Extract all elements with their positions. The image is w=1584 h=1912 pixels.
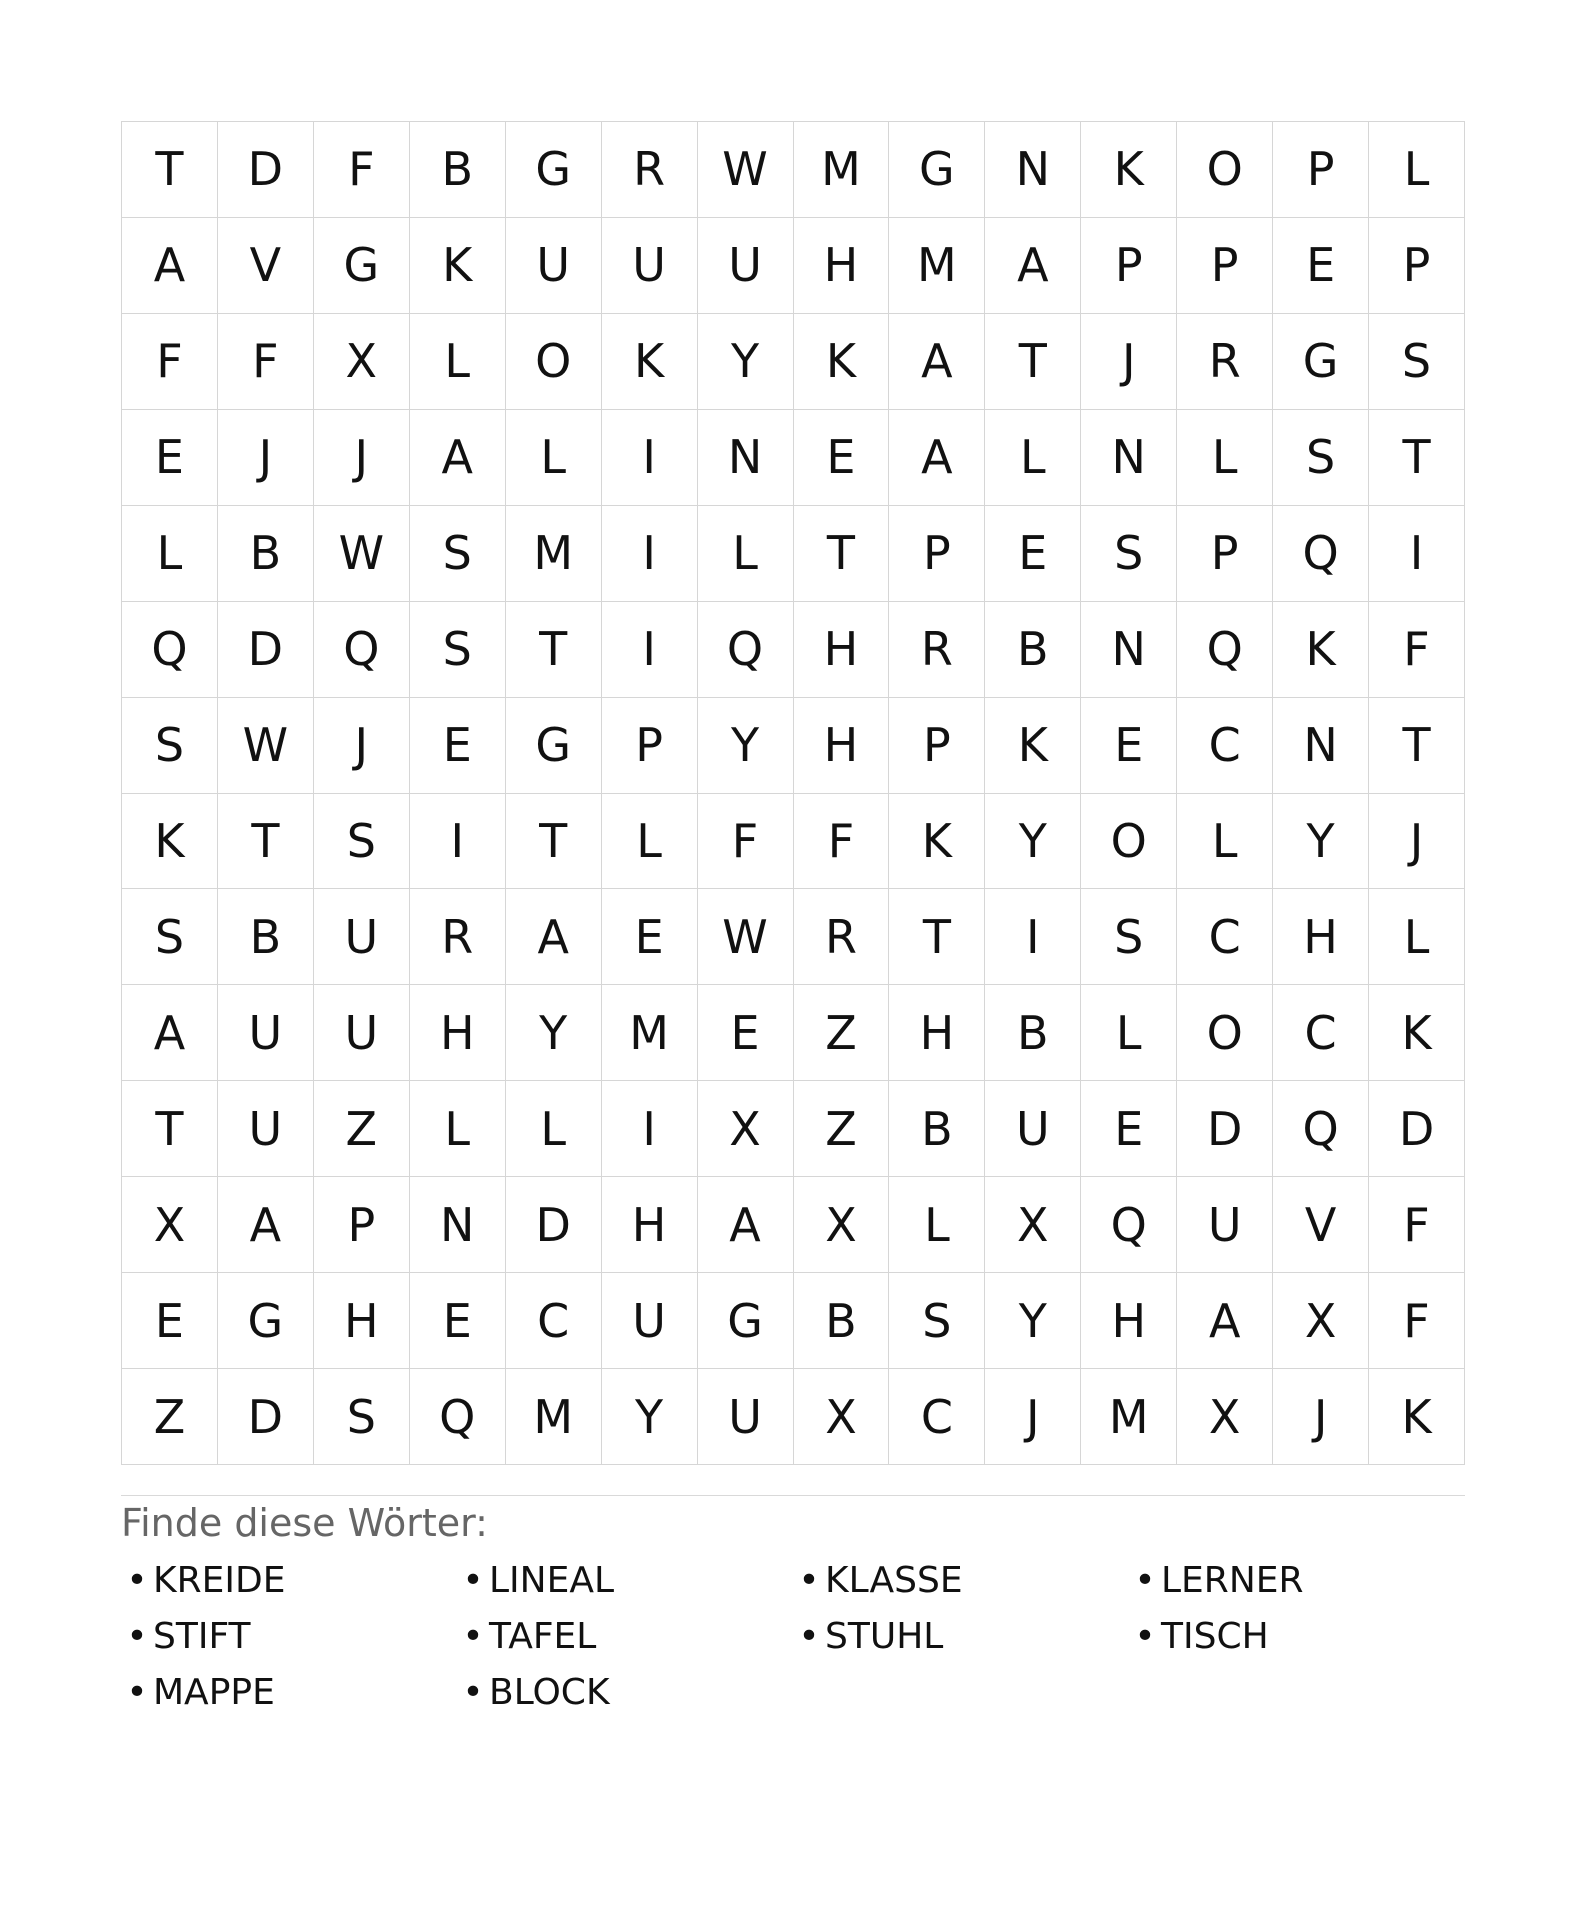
grid-cell[interactable]: P	[1177, 506, 1273, 602]
word-list-item	[121, 1670, 457, 1726]
grid-cell[interactable]: T	[506, 794, 602, 890]
word-list-heading: Finde diese Wörter:	[121, 1501, 488, 1545]
grid-cell[interactable]: L	[1369, 889, 1465, 985]
grid-cell[interactable]: A	[889, 314, 985, 410]
grid-cell[interactable]: U	[218, 985, 314, 1081]
grid-cell[interactable]: Z	[122, 1369, 218, 1465]
grid-cell[interactable]: K	[1273, 602, 1369, 698]
grid-cell[interactable]: N	[985, 122, 1081, 218]
grid-cell[interactable]: U	[506, 218, 602, 314]
grid-cell[interactable]: D	[1177, 1081, 1273, 1177]
grid-cell[interactable]: C	[506, 1273, 602, 1369]
grid-cell[interactable]: M	[506, 1369, 602, 1465]
divider	[121, 1495, 1465, 1496]
grid-cell[interactable]: P	[314, 1177, 410, 1273]
grid-cell[interactable]: J	[314, 698, 410, 794]
grid-cell[interactable]: Q	[698, 602, 794, 698]
word-label: LERNER	[1161, 1560, 1304, 1601]
word-search-grid	[121, 121, 1465, 1465]
grid-cell[interactable]: K	[794, 314, 890, 410]
grid-cell[interactable]: P	[1177, 218, 1273, 314]
grid-cell[interactable]: S	[410, 602, 506, 698]
word-list-item	[457, 1558, 793, 1614]
grid-cell[interactable]: N	[1081, 602, 1177, 698]
word-list-item	[121, 1558, 457, 1614]
grid-cell[interactable]: K	[1369, 1369, 1465, 1465]
grid-cell[interactable]: J	[1369, 794, 1465, 890]
grid-cell[interactable]: J	[1273, 1369, 1369, 1465]
grid-cell[interactable]: K	[1369, 985, 1465, 1081]
grid-cell[interactable]: S	[889, 1273, 985, 1369]
grid-cell[interactable]: L	[698, 506, 794, 602]
grid-cell[interactable]: B	[889, 1081, 985, 1177]
bullet-icon: •	[462, 1672, 484, 1713]
grid-cell[interactable]: I	[602, 602, 698, 698]
word-label: STIFT	[153, 1616, 251, 1657]
grid-cell[interactable]: U	[602, 218, 698, 314]
grid-cell[interactable]: G	[218, 1273, 314, 1369]
grid-cell[interactable]: U	[698, 218, 794, 314]
bullet-icon: •	[798, 1616, 820, 1657]
grid-cell[interactable]: E	[410, 1273, 506, 1369]
grid-cell[interactable]: I	[602, 506, 698, 602]
grid-cell[interactable]: N	[698, 410, 794, 506]
grid-cell[interactable]: Z	[314, 1081, 410, 1177]
word-list-item	[1129, 1614, 1465, 1670]
word-label: LINEAL	[489, 1560, 615, 1601]
grid-cell[interactable]: F	[122, 314, 218, 410]
grid-cell[interactable]: C	[1273, 985, 1369, 1081]
grid-cell[interactable]: Z	[794, 985, 890, 1081]
grid-cell[interactable]: L	[1177, 794, 1273, 890]
grid-cell[interactable]: I	[410, 794, 506, 890]
grid-cell[interactable]: R	[602, 122, 698, 218]
grid-cell[interactable]: P	[602, 698, 698, 794]
grid-cell[interactable]: Y	[1273, 794, 1369, 890]
grid-cell[interactable]: C	[1177, 698, 1273, 794]
grid-cell[interactable]: F	[1369, 1273, 1465, 1369]
grid-cell[interactable]: L	[1369, 122, 1465, 218]
grid-cell[interactable]: D	[218, 122, 314, 218]
grid-cell[interactable]: Q	[314, 602, 410, 698]
grid-cell[interactable]: D	[506, 1177, 602, 1273]
grid-cell[interactable]: E	[698, 985, 794, 1081]
word-label: STUHL	[825, 1616, 944, 1657]
grid-cell[interactable]: X	[794, 1369, 890, 1465]
grid-cell[interactable]: G	[1273, 314, 1369, 410]
grid-cell[interactable]: S	[1369, 314, 1465, 410]
grid-cell[interactable]: U	[1177, 1177, 1273, 1273]
grid-cell[interactable]: H	[602, 1177, 698, 1273]
grid-cell[interactable]: M	[602, 985, 698, 1081]
grid-cell[interactable]: T	[985, 314, 1081, 410]
grid-cell[interactable]: E	[794, 410, 890, 506]
grid-cell[interactable]: R	[889, 602, 985, 698]
grid-cell[interactable]: I	[602, 410, 698, 506]
bullet-icon: •	[1134, 1560, 1156, 1601]
word-list-item	[121, 1614, 457, 1670]
grid-cell[interactable]: I	[985, 889, 1081, 985]
bullet-icon: •	[126, 1672, 148, 1713]
grid-cell[interactable]: Q	[1273, 506, 1369, 602]
grid-cell[interactable]: Y	[985, 794, 1081, 890]
grid-cell[interactable]: O	[506, 314, 602, 410]
word-label: TISCH	[1161, 1616, 1269, 1657]
grid-cell[interactable]: E	[122, 1273, 218, 1369]
grid-cell[interactable]: A	[218, 1177, 314, 1273]
grid-cell[interactable]: A	[506, 889, 602, 985]
grid-cell[interactable]: V	[1273, 1177, 1369, 1273]
grid-cell[interactable]: F	[218, 314, 314, 410]
bullet-icon: •	[462, 1616, 484, 1657]
grid-cell[interactable]: R	[410, 889, 506, 985]
word-label: MAPPE	[153, 1672, 275, 1713]
grid-cell[interactable]: V	[218, 218, 314, 314]
grid-cell[interactable]: T	[218, 794, 314, 890]
grid-cell[interactable]: F	[1369, 1177, 1465, 1273]
grid-cell[interactable]: R	[794, 889, 890, 985]
grid-cell[interactable]: S	[1081, 506, 1177, 602]
grid-cell[interactable]: G	[506, 122, 602, 218]
grid-cell[interactable]: E	[1081, 1081, 1177, 1177]
grid-cell[interactable]: F	[1369, 602, 1465, 698]
grid-cell[interactable]: P	[889, 506, 985, 602]
grid-cell[interactable]: R	[1177, 314, 1273, 410]
grid-cell[interactable]: J	[985, 1369, 1081, 1465]
grid-cell[interactable]: S	[122, 889, 218, 985]
grid-cell[interactable]: N	[1081, 410, 1177, 506]
grid-cell[interactable]: X	[1273, 1273, 1369, 1369]
word-label: KLASSE	[825, 1560, 963, 1601]
grid-cell[interactable]: G	[506, 698, 602, 794]
grid-cell[interactable]: Q	[1177, 602, 1273, 698]
grid-cell[interactable]: Y	[698, 314, 794, 410]
grid-cell[interactable]: A	[122, 218, 218, 314]
grid-cell[interactable]: K	[985, 698, 1081, 794]
word-list	[121, 1558, 1465, 1726]
grid-cell[interactable]: N	[1273, 698, 1369, 794]
grid-cell[interactable]: U	[218, 1081, 314, 1177]
grid-cell[interactable]: Y	[698, 698, 794, 794]
bullet-icon: •	[462, 1560, 484, 1601]
grid-cell[interactable]: Y	[602, 1369, 698, 1465]
grid-cell[interactable]: S	[1081, 889, 1177, 985]
grid-cell[interactable]: K	[602, 314, 698, 410]
grid-cell[interactable]: D	[1369, 1081, 1465, 1177]
grid-cell[interactable]: A	[122, 985, 218, 1081]
word-list-item	[457, 1670, 793, 1726]
grid-cell[interactable]: L	[889, 1177, 985, 1273]
grid-cell[interactable]: H	[794, 602, 890, 698]
grid-cell[interactable]: T	[1369, 410, 1465, 506]
grid-cell[interactable]: E	[1081, 698, 1177, 794]
grid-cell[interactable]: T	[506, 602, 602, 698]
grid-cell[interactable]: E	[985, 506, 1081, 602]
grid-cell[interactable]: Q	[122, 602, 218, 698]
grid-cell[interactable]: T	[794, 506, 890, 602]
grid-cell[interactable]: K	[410, 218, 506, 314]
grid-cell[interactable]: X	[122, 1177, 218, 1273]
word-label: BLOCK	[489, 1672, 610, 1713]
grid-cell[interactable]: A	[410, 410, 506, 506]
bullet-icon: •	[1134, 1616, 1156, 1657]
grid-cell[interactable]: L	[122, 506, 218, 602]
grid-cell[interactable]: G	[889, 122, 985, 218]
bullet-icon: •	[126, 1616, 148, 1657]
grid-cell[interactable]: U	[985, 1081, 1081, 1177]
grid-cell[interactable]: K	[122, 794, 218, 890]
grid-cell[interactable]: J	[1081, 314, 1177, 410]
grid-cell[interactable]: U	[314, 889, 410, 985]
grid-cell[interactable]: I	[1369, 506, 1465, 602]
grid-cell[interactable]: B	[218, 889, 314, 985]
word-list-item	[793, 1614, 1129, 1670]
grid-cell[interactable]: S	[314, 794, 410, 890]
grid-cell[interactable]: F	[698, 794, 794, 890]
grid-cell[interactable]: L	[985, 410, 1081, 506]
grid-cell[interactable]: U	[698, 1369, 794, 1465]
word-label: KREIDE	[153, 1560, 286, 1601]
grid-cell[interactable]: M	[506, 506, 602, 602]
grid-cell[interactable]: H	[1273, 889, 1369, 985]
grid-cell[interactable]: Y	[506, 985, 602, 1081]
grid-cell[interactable]: L	[1081, 985, 1177, 1081]
grid-cell[interactable]: X	[698, 1081, 794, 1177]
grid-cell[interactable]: O	[1177, 122, 1273, 218]
grid-cell[interactable]: M	[889, 218, 985, 314]
grid-cell[interactable]: D	[218, 1369, 314, 1465]
word-list-item	[1129, 1558, 1465, 1614]
grid-cell[interactable]: H	[314, 1273, 410, 1369]
grid-cell[interactable]: L	[1177, 410, 1273, 506]
word-list-item	[457, 1614, 793, 1670]
grid-cell[interactable]: B	[985, 602, 1081, 698]
grid-cell[interactable]: I	[602, 1081, 698, 1177]
grid-cell[interactable]: W	[698, 889, 794, 985]
grid-cell[interactable]: X	[1177, 1369, 1273, 1465]
grid-cell[interactable]: Y	[985, 1273, 1081, 1369]
grid-cell[interactable]: J	[218, 410, 314, 506]
grid-cell[interactable]: C	[1177, 889, 1273, 985]
grid-cell[interactable]: W	[314, 506, 410, 602]
grid-cell[interactable]: H	[1081, 1273, 1177, 1369]
grid-cell[interactable]: H	[889, 985, 985, 1081]
grid-cell[interactable]: K	[889, 794, 985, 890]
grid-cell[interactable]: E	[410, 698, 506, 794]
grid-cell[interactable]: M	[1081, 1369, 1177, 1465]
grid-cell[interactable]: X	[985, 1177, 1081, 1273]
grid-cell[interactable]: O	[1177, 985, 1273, 1081]
grid-cell[interactable]: Q	[1273, 1081, 1369, 1177]
grid-cell[interactable]: P	[1369, 218, 1465, 314]
grid-cell[interactable]: L	[506, 410, 602, 506]
grid-cell[interactable]: P	[889, 698, 985, 794]
grid-cell[interactable]: B	[794, 1273, 890, 1369]
grid-cell[interactable]: A	[1177, 1273, 1273, 1369]
grid-cell[interactable]: Z	[794, 1081, 890, 1177]
grid-cell[interactable]: C	[889, 1369, 985, 1465]
word-label: TAFEL	[489, 1616, 597, 1657]
grid-cell[interactable]: B	[218, 506, 314, 602]
grid-cell[interactable]: S	[410, 506, 506, 602]
grid-cell[interactable]: W	[698, 122, 794, 218]
grid-cell[interactable]: E	[122, 410, 218, 506]
grid-cell[interactable]: T	[122, 122, 218, 218]
grid-cell[interactable]: T	[1369, 698, 1465, 794]
grid-cell[interactable]: X	[794, 1177, 890, 1273]
grid-cell[interactable]: S	[314, 1369, 410, 1465]
grid-cell[interactable]: L	[602, 794, 698, 890]
grid-cell[interactable]: F	[794, 794, 890, 890]
grid-cell[interactable]: M	[794, 122, 890, 218]
grid-cell[interactable]: L	[410, 1081, 506, 1177]
grid-cell[interactable]: B	[985, 985, 1081, 1081]
grid-cell[interactable]: W	[218, 698, 314, 794]
grid-cell[interactable]: S	[1273, 410, 1369, 506]
word-list-item	[793, 1558, 1129, 1614]
grid-cell[interactable]: L	[506, 1081, 602, 1177]
grid-cell[interactable]: B	[410, 122, 506, 218]
grid-cell[interactable]: G	[698, 1273, 794, 1369]
grid-cell[interactable]: P	[1081, 218, 1177, 314]
grid-cell[interactable]: U	[602, 1273, 698, 1369]
grid-cell[interactable]: A	[698, 1177, 794, 1273]
grid-cell[interactable]: A	[889, 410, 985, 506]
grid-cell[interactable]: E	[1273, 218, 1369, 314]
bullet-icon: •	[798, 1560, 820, 1601]
grid-cell[interactable]: Q	[1081, 1177, 1177, 1273]
bullet-icon: •	[126, 1560, 148, 1601]
grid-cell[interactable]: E	[602, 889, 698, 985]
grid-cell[interactable]: N	[410, 1177, 506, 1273]
grid-cell[interactable]: G	[314, 218, 410, 314]
grid-cell[interactable]: D	[218, 602, 314, 698]
grid-cell[interactable]: A	[985, 218, 1081, 314]
grid-cell[interactable]: H	[410, 985, 506, 1081]
grid-cell[interactable]: O	[1081, 794, 1177, 890]
grid-cell[interactable]: K	[1081, 122, 1177, 218]
grid-cell[interactable]: Q	[410, 1369, 506, 1465]
grid-cell[interactable]: J	[314, 410, 410, 506]
grid-cell[interactable]: X	[314, 314, 410, 410]
grid-cell[interactable]: H	[794, 218, 890, 314]
grid-cell[interactable]: F	[314, 122, 410, 218]
grid-cell[interactable]: P	[1273, 122, 1369, 218]
grid-cell[interactable]: U	[314, 985, 410, 1081]
grid-cell[interactable]: L	[410, 314, 506, 410]
grid-cell[interactable]: H	[794, 698, 890, 794]
grid-cell[interactable]: T	[889, 889, 985, 985]
grid-cell[interactable]: T	[122, 1081, 218, 1177]
grid-cell[interactable]: S	[122, 698, 218, 794]
